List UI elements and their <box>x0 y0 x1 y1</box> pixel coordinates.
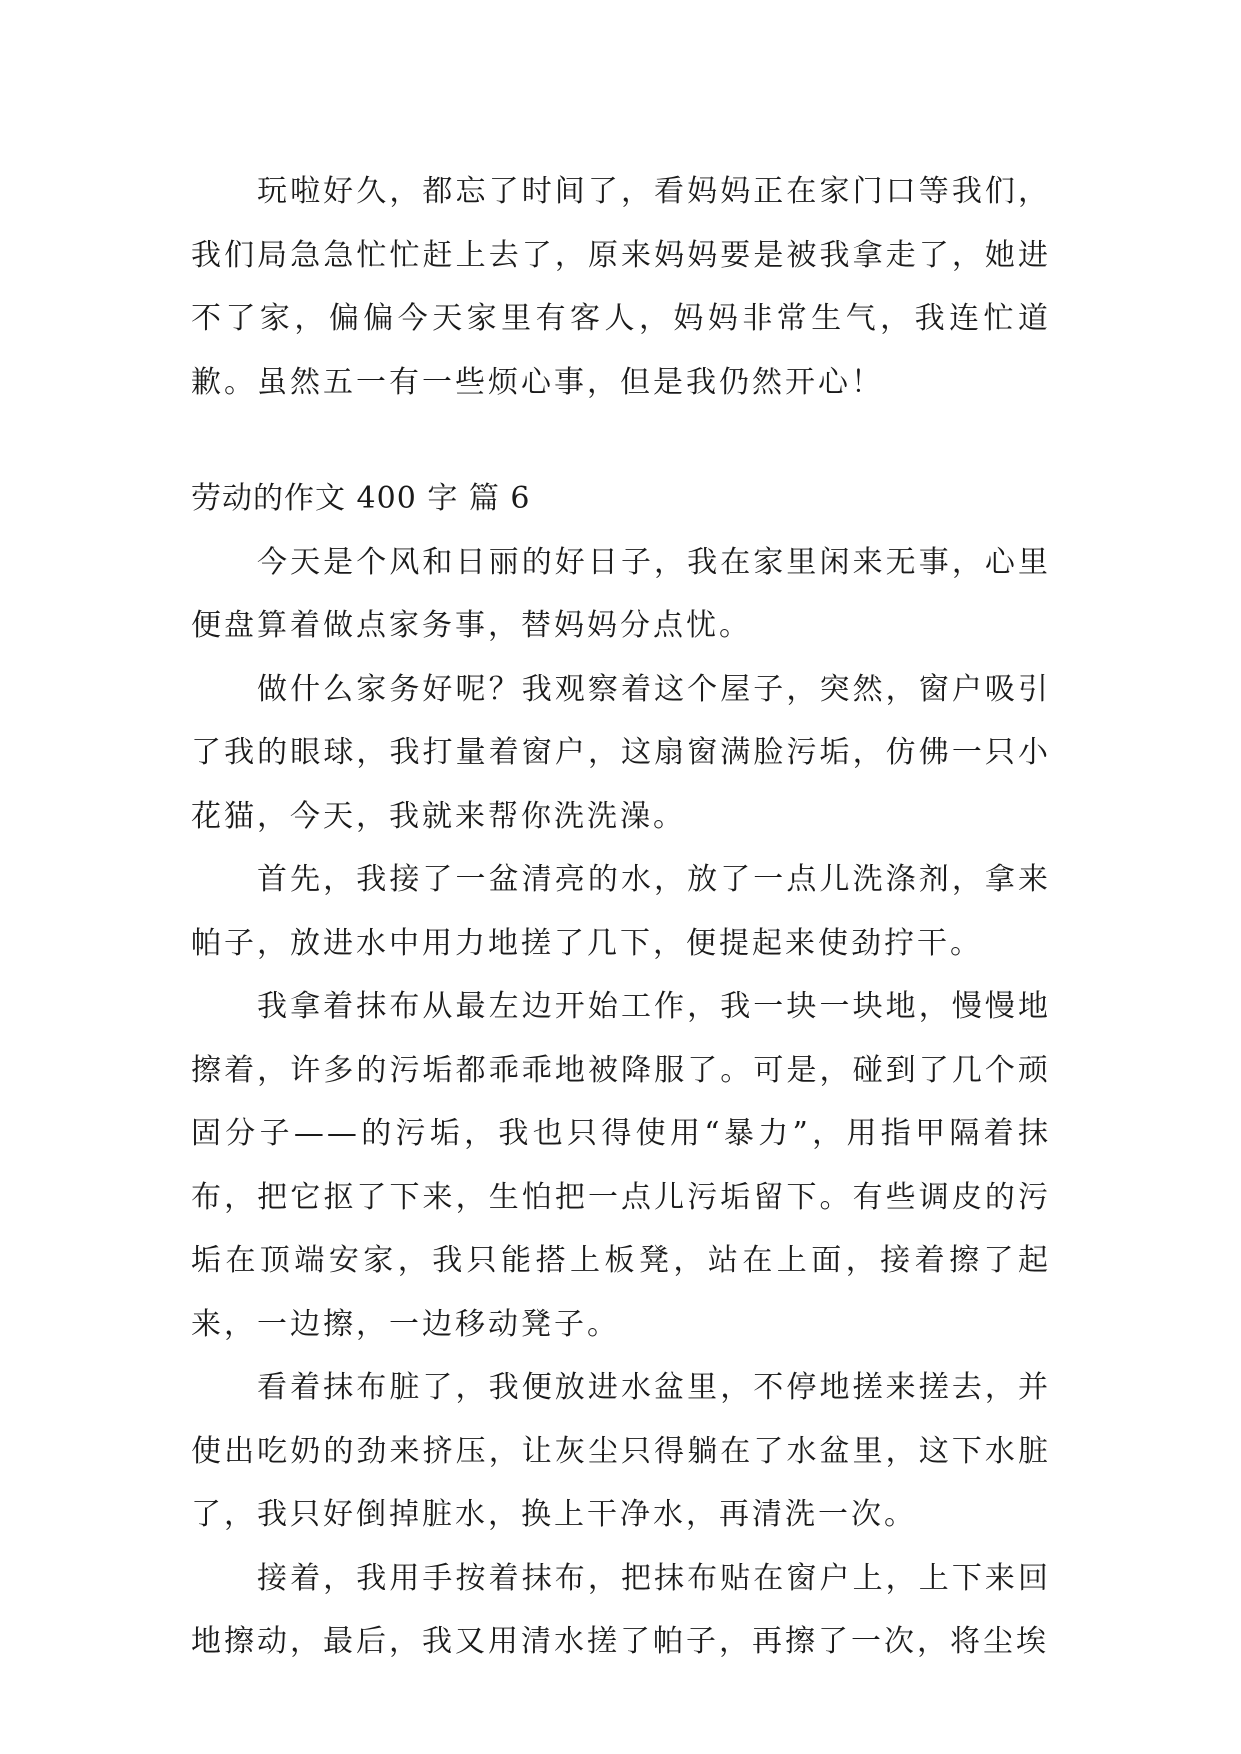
section-heading: 劳动的作文 400 字 篇 6 <box>191 481 531 516</box>
body-paragraph-4: 我拿着抹布从最左边开始工作，我一块一块地，慢慢地擦着，许多的污垢都乖乖地被降服了。可是，碰到了几个顽固分子——的污垢，我也只得使用“暴力”，用指甲隔着抹布，把它抠了下来，生怕把一点儿污垢留下。有些调皮的污垢在顶端安家，我只能搭上板凳，站在上面，接着擦了起来，一边擦，一边移动凳子。 <box>191 989 1051 1342</box>
body-paragraph-2: 做什么家务好呢？我观察着这个屋子，突然，窗户吸引了我的眼球，我打量着窗户，这扇窗满脸污垢，仿佛一只小花猫，今天，我就来帮你洗洗澡。 <box>191 671 1051 834</box>
body-paragraph-1: 今天是个风和日丽的好日子，我在家里闲来无事，心里便盘算着做点家务事，替妈妈分点忧。 <box>191 544 1051 643</box>
document-body <box>191 160 1051 1674</box>
body-paragraph-3: 首先，我接了一盆清亮的水，放了一点儿洗涤剂，拿来帕子，放进水中用力地搓了几下，便提起来使劲拧干。 <box>191 862 1051 961</box>
body-paragraph-6: 接着，我用手按着抹布，把抹布贴在窗户上，上下来回地擦动，最后，我又用清水搓了帕子，再擦了一次，将尘埃 <box>191 1560 1051 1659</box>
intro-paragraph: 玩啦好久，都忘了时间了，看妈妈正在家门口等我们，我们局急急忙忙赶上去了，原来妈妈要是被我拿走了，她进不了家，偏偏今天家里有客人，妈妈非常生气，我连忙道歉。虽然五一有一些烦心事，但是我仍然开心！ <box>191 174 1051 400</box>
body-paragraph-5: 看着抹布脏了，我便放进水盆里，不停地搓来搓去，并使出吃奶的劲来挤压，让灰尘只得躺在了水盆里，这下水脏了，我只好倒掉脏水，换上干净水，再清洗一次。 <box>191 1370 1051 1532</box>
